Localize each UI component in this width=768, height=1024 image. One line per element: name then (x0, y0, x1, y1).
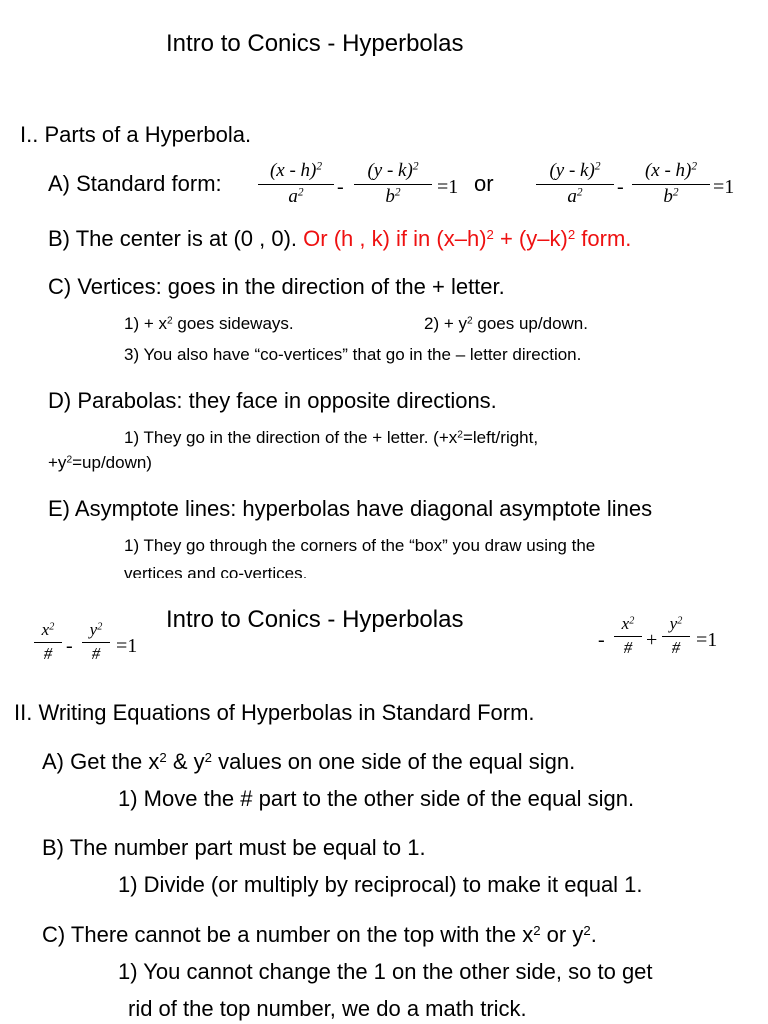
equals-one: =1 (116, 635, 138, 657)
vertices-statement: C) Vertices: goes in the direction of the + letter. (48, 274, 505, 299)
asymptote-statement: E) Asymptote lines: hyperbolas have diagonal asymptote lines (48, 496, 653, 521)
asymptote-note-continued: vertices and co-vertices. (124, 564, 308, 578)
leading-minus-sign: - (598, 629, 605, 651)
parabolas-note-line-1: 1) They go in the direction of the + letter. ($+x^2=left$/right, (124, 428, 539, 447)
vertices-note-1: $1) + x^2$ goes sideways. (124, 314, 294, 333)
equals-one: =1 (713, 176, 735, 198)
vertices-note-3: 3) You also have “co-vertices” that go in the – letter direction. (124, 345, 582, 364)
fraction-y-over-hash: $y^2$ # (662, 614, 690, 658)
fraction-x-over-hash: $x^2$ # (34, 620, 62, 664)
minus-sign: - (617, 176, 624, 198)
step-c-1-line-2: rid of the top number, we do a math trick. (128, 996, 527, 1021)
fraction-x-over-hash: $x^2$ # (614, 614, 642, 658)
fraction-y-minus-k-over-a: (y - k)$^2$ $a^2$ (536, 160, 614, 208)
minus-sign: - (66, 635, 73, 657)
fraction-x-minus-h-over-a: (x - h)$^2$ $a^2$ (258, 160, 334, 208)
standard-form-label: A) Standard form: (48, 171, 222, 196)
step-a: A) Get the $x^2$ & $y^2$ values on one side of the equal sign. (42, 749, 576, 774)
step-c: C) There cannot be a number on the top with the $x^2$ or $y^2$. (42, 922, 597, 947)
fraction-y-over-hash: $y^2$ # (82, 620, 110, 664)
parabolas-note-line-2: $+y^2=up/down$) (48, 453, 152, 472)
step-b: B) The number part must be equal to 1. (42, 835, 426, 860)
clipped-text-line (0, 564, 768, 578)
step-a-1: 1) Move the # part to the other side of the equal sign. (118, 786, 635, 811)
section-heading-writing-equations: II. Writing Equations of Hyperbolas in Standard Form. (14, 700, 535, 725)
parabolas-statement: D) Parabolas: they face in opposite directions. (48, 388, 497, 413)
vertices-note-2: $2) + y^2$ goes up/down. (424, 314, 588, 333)
slide-1-title: Intro to Conics - Hyperbolas (166, 30, 464, 57)
asymptote-note: 1) They go through the corners of the “box” you draw using the (124, 536, 596, 555)
center-text: B) The center is at (0 , 0). (48, 226, 298, 251)
minus-sign: - (337, 176, 344, 198)
step-c-1-line-1: 1) You cannot change the 1 on the other side, so to get (118, 959, 653, 984)
section-heading-parts: I.. Parts of a Hyperbola. (20, 122, 252, 147)
slide-2-title: Intro to Conics - Hyperbolas (166, 606, 464, 633)
step-b-1: 1) Divide (or multiply by reciprocal) to make it equal 1. (118, 872, 643, 897)
center-statement (48, 226, 631, 252)
equals-one: =1 (437, 176, 459, 198)
center-alternative-red: Or (h , k) if in $(x-h)^2 + (y-k)^2$ form. (303, 226, 632, 251)
or-word: or (474, 171, 494, 196)
equals-one: =1 (696, 629, 718, 651)
fraction-x-minus-h-over-b: (x - h)$^2$ $b^2$ (632, 160, 710, 208)
fraction-y-minus-k-over-b: (y - k)$^2$ $b^2$ (354, 160, 432, 208)
plus-sign: + (646, 629, 658, 651)
